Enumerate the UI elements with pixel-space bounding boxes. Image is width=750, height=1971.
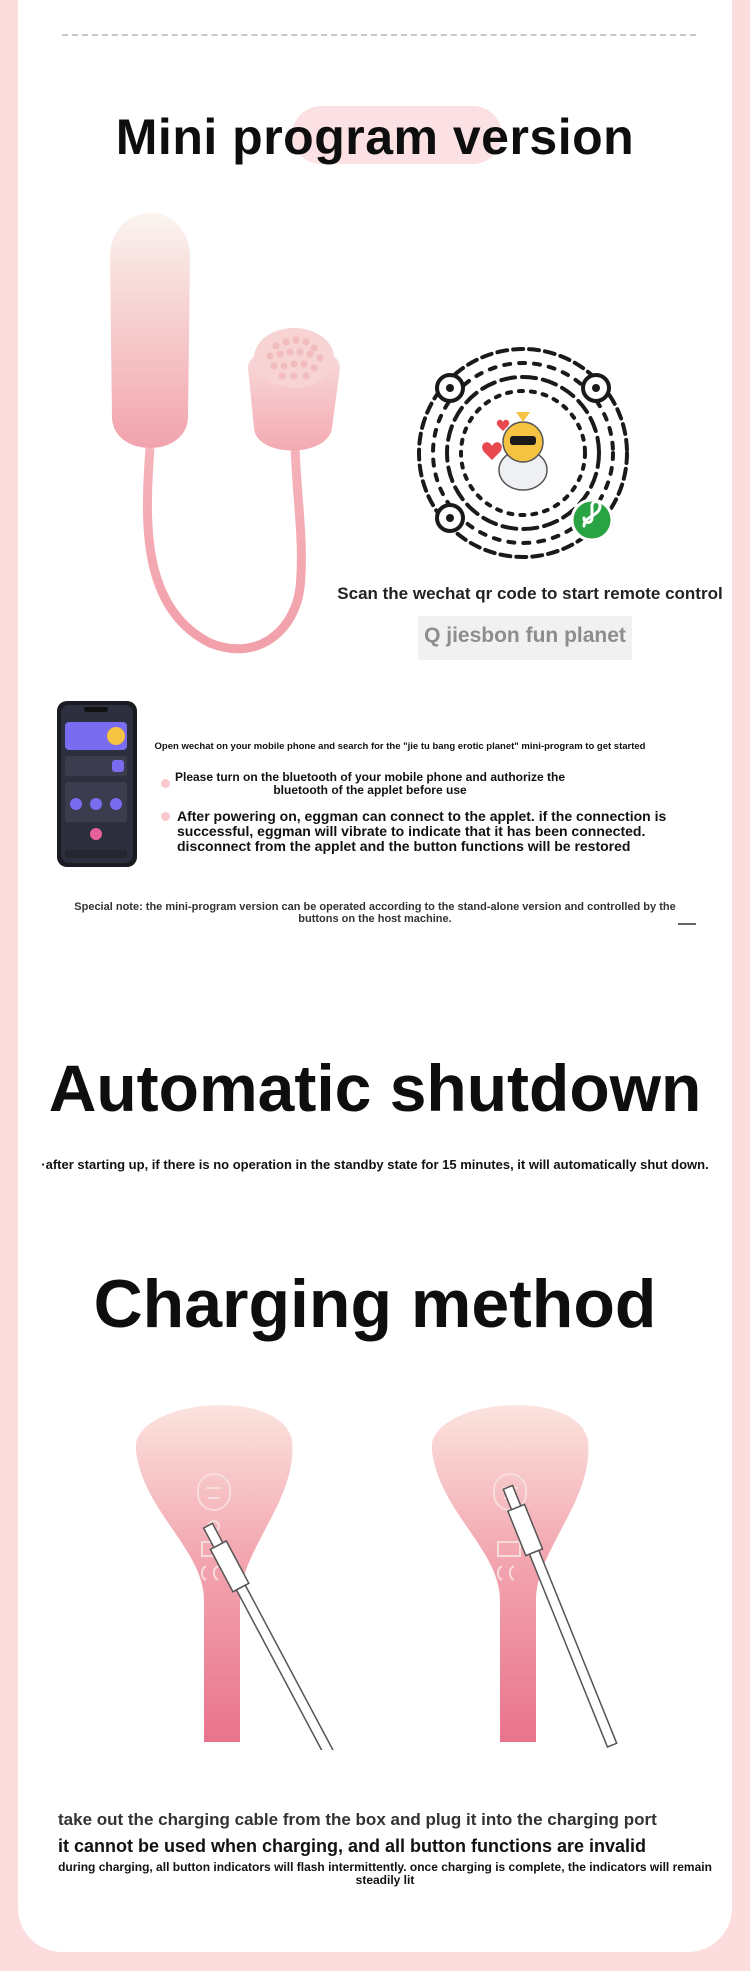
phone-mockup [56,700,138,868]
step-connect-applet: After powering on, eggman can connect to the applet. if the connection is successful, eggman will vibrate to indicate that it has been connected. disconnect from the applet and the button functions will be restored [177,808,667,854]
charging-instruction-2: it cannot be used when charging, and all button functions are invalid [58,1836,647,1856]
dashed-divider [62,34,696,36]
mini-program-search-name: Q jiesbon fun planet [424,624,626,647]
wechat-qr-code[interactable] [412,342,634,564]
charging-device-right [432,1405,621,1748]
auto-shutdown-title: Automatic shutdown [48,1051,702,1125]
charging-instruction-3: during charging, all button indicators will flash intermittently. once charging is complete, the indicators will remain steadily lit [58,1860,712,1887]
step-open-wechat: Open wechat on your mobile phone and search for the "jie tu bang erotic planet" mini-program to get started [154,741,646,752]
step-bullet-icon [161,779,170,788]
note-divider [678,923,696,925]
special-note: Special note: the mini-program version can be operated according to the stand-alone version and controlled by the buttons on the host machine. [74,901,676,925]
qr-caption: Scan the wechat qr code to start remote control [337,584,723,603]
charging-method-title: Charging method [93,1266,657,1342]
mini-program-title: Mini program version [115,109,635,165]
charging-illustration [120,1390,640,1750]
charging-device-left [136,1405,338,1750]
auto-shutdown-description: ·after starting up, if there is no operation in the standby state for 15 minutes, it will automatically shut down. [41,1157,709,1172]
step-bullet-icon [161,812,170,821]
step-enable-bluetooth: Please turn on the bluetooth of your mobile phone and authorize the bluetooth of the applet before use [174,770,565,797]
charging-instruction-1: take out the charging cable from the box and plug it into the charging port [58,1810,657,1829]
